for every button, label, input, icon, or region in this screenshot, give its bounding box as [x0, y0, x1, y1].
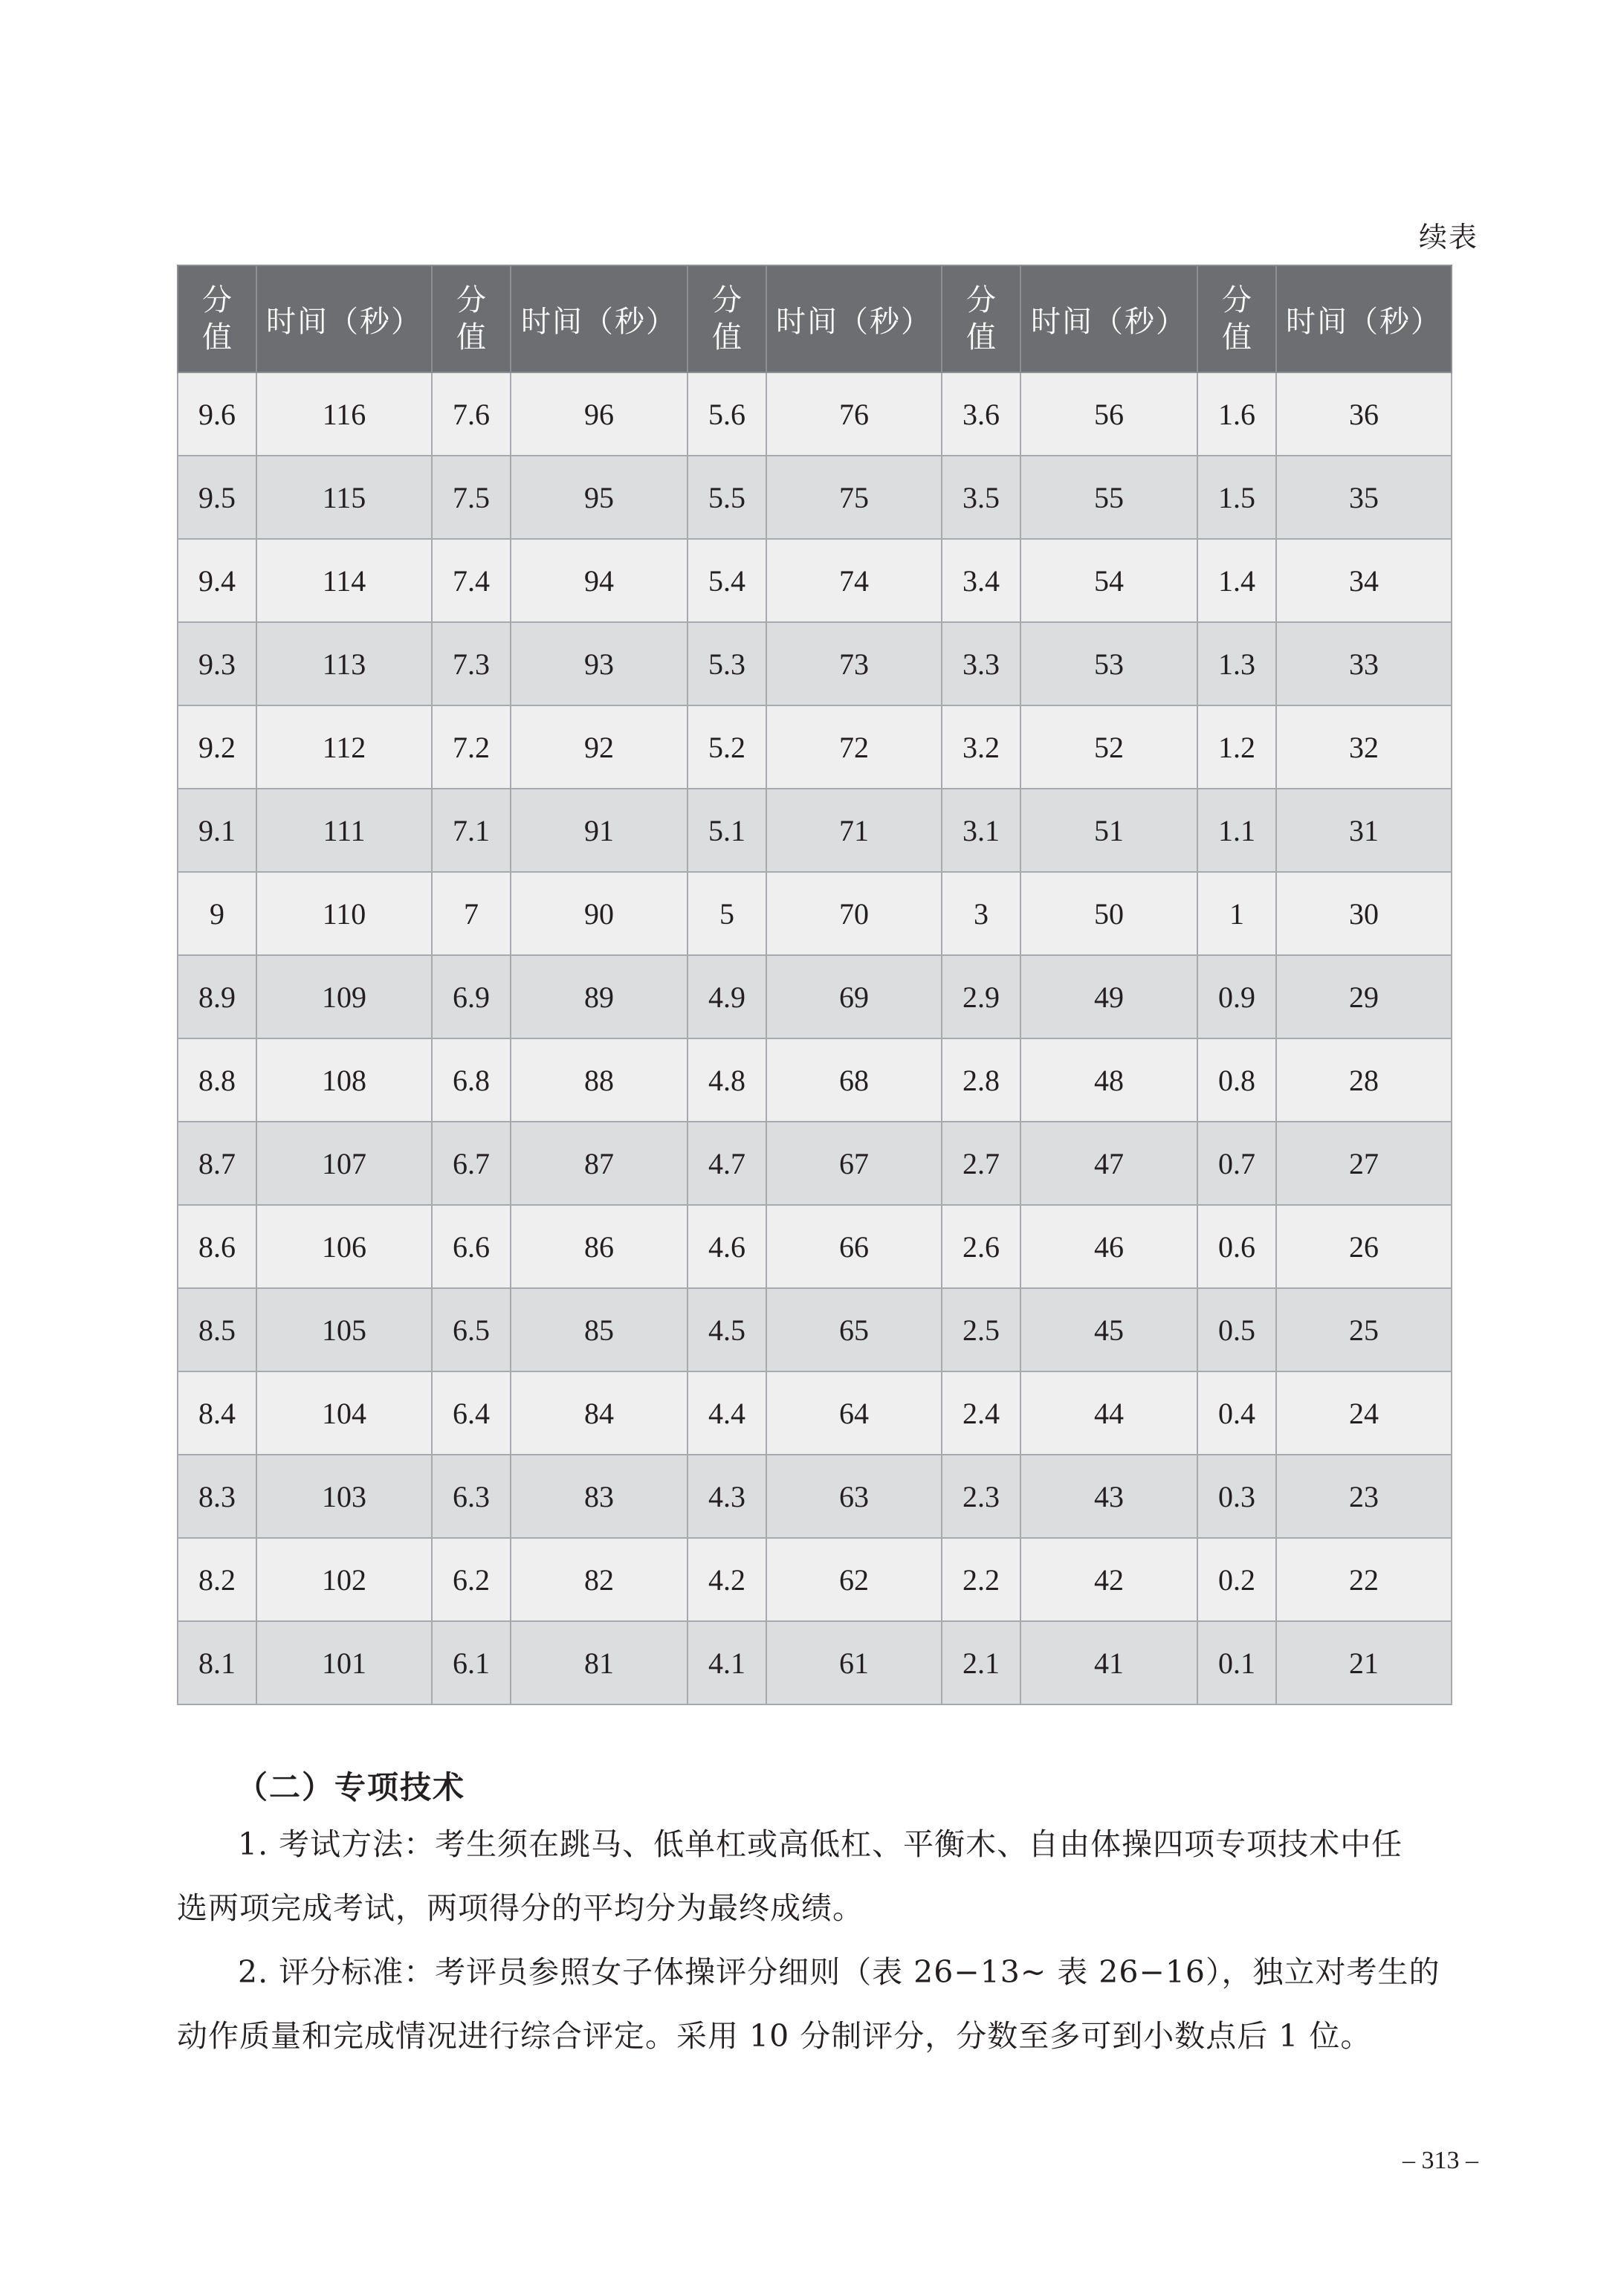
time-cell: 27	[1276, 1122, 1452, 1205]
time-cell: 43	[1020, 1455, 1197, 1538]
score-cell: 6.9	[432, 955, 511, 1038]
table-row	[178, 622, 1452, 705]
time-cell: 95	[511, 456, 688, 539]
time-cell: 30	[1276, 872, 1452, 955]
time-cell: 102	[256, 1538, 432, 1621]
score-cell: 7.1	[432, 789, 511, 872]
time-cell: 104	[256, 1371, 432, 1455]
score-cell: 1.4	[1197, 539, 1276, 622]
time-cell: 22	[1276, 1538, 1452, 1621]
time-cell: 23	[1276, 1455, 1452, 1538]
time-cell: 45	[1020, 1288, 1197, 1371]
time-cell: 44	[1020, 1371, 1197, 1455]
time-cell: 25	[1276, 1288, 1452, 1371]
table-row	[178, 1538, 1452, 1621]
score-cell: 4.7	[688, 1122, 766, 1205]
header-score: 分 值	[432, 265, 511, 372]
table-row	[178, 1455, 1452, 1538]
score-cell: 7.2	[432, 705, 511, 789]
time-cell: 65	[766, 1288, 942, 1371]
header-time: 时间（秒）	[1020, 265, 1197, 372]
score-cell: 2.6	[942, 1205, 1020, 1288]
time-cell: 85	[511, 1288, 688, 1371]
time-cell: 54	[1020, 539, 1197, 622]
time-cell: 68	[766, 1038, 942, 1122]
time-cell: 31	[1276, 789, 1452, 872]
time-cell: 53	[1020, 622, 1197, 705]
paragraph-line: 动作质量和完成情况进行综合评定。采用 10 分制评分，分数至多可到小数点后 1 位。	[177, 2018, 1372, 2054]
score-cell: 8.5	[178, 1288, 256, 1371]
score-cell: 2.1	[942, 1621, 1020, 1704]
header-time: 时间（秒）	[1276, 265, 1452, 372]
time-cell: 115	[256, 456, 432, 539]
score-cell: 8.8	[178, 1038, 256, 1122]
score-cell: 7.4	[432, 539, 511, 622]
score-cell: 2.9	[942, 955, 1020, 1038]
score-cell: 6.3	[432, 1455, 511, 1538]
score-cell: 3.3	[942, 622, 1020, 705]
time-cell: 93	[511, 622, 688, 705]
header-score: 分 值	[942, 265, 1020, 372]
table-row	[178, 372, 1452, 456]
time-cell: 114	[256, 539, 432, 622]
score-cell: 5.6	[688, 372, 766, 456]
score-cell: 7.6	[432, 372, 511, 456]
table-row	[178, 789, 1452, 872]
header-time: 时间（秒）	[511, 265, 688, 372]
time-cell: 92	[511, 705, 688, 789]
score-cell: 6.8	[432, 1038, 511, 1122]
score-cell: 4.2	[688, 1538, 766, 1621]
table-row	[178, 539, 1452, 622]
score-cell: 2.4	[942, 1371, 1020, 1455]
score-cell: 6.6	[432, 1205, 511, 1288]
time-cell: 74	[766, 539, 942, 622]
time-cell: 101	[256, 1621, 432, 1704]
time-cell: 70	[766, 872, 942, 955]
table-row	[178, 1205, 1452, 1288]
time-cell: 83	[511, 1455, 688, 1538]
score-cell: 4.6	[688, 1205, 766, 1288]
time-cell: 69	[766, 955, 942, 1038]
page-number: – 313 –	[1403, 2147, 1478, 2174]
score-cell: 6.1	[432, 1621, 511, 1704]
time-cell: 64	[766, 1371, 942, 1455]
table-row	[178, 872, 1452, 955]
score-cell: 3.4	[942, 539, 1020, 622]
table-row	[178, 1621, 1452, 1704]
score-cell: 3.1	[942, 789, 1020, 872]
time-cell: 90	[511, 872, 688, 955]
time-cell: 24	[1276, 1371, 1452, 1455]
section-heading: （二）专项技术	[236, 1769, 466, 1806]
score-cell: 4.5	[688, 1288, 766, 1371]
score-cell: 7	[432, 872, 511, 955]
score-cell: 3.2	[942, 705, 1020, 789]
time-cell: 116	[256, 372, 432, 456]
score-cell: 1.6	[1197, 372, 1276, 456]
score-cell: 2.5	[942, 1288, 1020, 1371]
time-cell: 88	[511, 1038, 688, 1122]
time-cell: 105	[256, 1288, 432, 1371]
time-cell: 21	[1276, 1621, 1452, 1704]
table-row	[178, 705, 1452, 789]
score-cell: 4.9	[688, 955, 766, 1038]
time-cell: 103	[256, 1455, 432, 1538]
score-cell: 1.5	[1197, 456, 1276, 539]
score-cell: 8.3	[178, 1455, 256, 1538]
score-cell: 0.2	[1197, 1538, 1276, 1621]
time-cell: 63	[766, 1455, 942, 1538]
time-cell: 87	[511, 1122, 688, 1205]
paragraph-exam-method	[177, 1812, 1451, 1940]
score-cell: 9.5	[178, 456, 256, 539]
score-cell: 8.4	[178, 1371, 256, 1455]
score-cell: 0.3	[1197, 1455, 1276, 1538]
score-cell: 2.3	[942, 1455, 1020, 1538]
time-cell: 82	[511, 1538, 688, 1621]
score-cell: 2.7	[942, 1122, 1020, 1205]
score-cell: 3.5	[942, 456, 1020, 539]
time-cell: 35	[1276, 456, 1452, 539]
time-cell: 29	[1276, 955, 1452, 1038]
score-cell: 2.2	[942, 1538, 1020, 1621]
score-cell: 6.5	[432, 1288, 511, 1371]
score-cell: 5.5	[688, 456, 766, 539]
table-row	[178, 1288, 1452, 1371]
time-cell: 73	[766, 622, 942, 705]
score-cell: 0.8	[1197, 1038, 1276, 1122]
time-cell: 108	[256, 1038, 432, 1122]
time-cell: 26	[1276, 1205, 1452, 1288]
score-cell: 4.4	[688, 1371, 766, 1455]
score-cell: 5.4	[688, 539, 766, 622]
score-cell: 0.6	[1197, 1205, 1276, 1288]
header-score: 分 值	[688, 265, 766, 372]
score-cell: 5.2	[688, 705, 766, 789]
score-cell: 6.4	[432, 1371, 511, 1455]
score-cell: 1.2	[1197, 705, 1276, 789]
score-cell: 1.1	[1197, 789, 1276, 872]
score-cell: 0.5	[1197, 1288, 1276, 1371]
time-cell: 28	[1276, 1038, 1452, 1122]
time-cell: 110	[256, 872, 432, 955]
time-cell: 61	[766, 1621, 942, 1704]
header-time: 时间（秒）	[766, 265, 942, 372]
time-cell: 50	[1020, 872, 1197, 955]
score-cell: 8.6	[178, 1205, 256, 1288]
time-cell: 89	[511, 955, 688, 1038]
table-row	[178, 1371, 1452, 1455]
time-cell: 72	[766, 705, 942, 789]
table-row	[178, 456, 1452, 539]
score-cell: 4.8	[688, 1038, 766, 1122]
paragraph-line: 2. 评分标准：考评员参照女子体操评分细则（表 26−13~ 表 26−16），独立对考生的	[238, 1954, 1440, 1990]
score-cell: 5.3	[688, 622, 766, 705]
time-cell: 49	[1020, 955, 1197, 1038]
time-cell: 113	[256, 622, 432, 705]
time-cell: 75	[766, 456, 942, 539]
score-cell: 1	[1197, 872, 1276, 955]
time-cell: 71	[766, 789, 942, 872]
score-cell: 8.7	[178, 1122, 256, 1205]
time-cell: 51	[1020, 789, 1197, 872]
paragraph-scoring-standard	[177, 1940, 1451, 2068]
time-cell: 47	[1020, 1122, 1197, 1205]
score-cell: 0.1	[1197, 1621, 1276, 1704]
time-cell: 94	[511, 539, 688, 622]
score-cell: 8.9	[178, 955, 256, 1038]
time-cell: 96	[511, 372, 688, 456]
score-cell: 9.4	[178, 539, 256, 622]
time-cell: 41	[1020, 1621, 1197, 1704]
score-cell: 9.2	[178, 705, 256, 789]
time-cell: 36	[1276, 372, 1452, 456]
time-cell: 86	[511, 1205, 688, 1288]
time-cell: 62	[766, 1538, 942, 1621]
time-cell: 91	[511, 789, 688, 872]
table-row	[178, 1038, 1452, 1122]
score-cell: 7.3	[432, 622, 511, 705]
time-cell: 109	[256, 955, 432, 1038]
paragraph-line: 1. 考试方法：考生须在跳马、低单杠或高低杠、平衡木、自由体操四项专项技术中任	[238, 1826, 1403, 1862]
score-cell: 9.6	[178, 372, 256, 456]
time-cell: 67	[766, 1122, 942, 1205]
time-cell: 48	[1020, 1038, 1197, 1122]
score-cell: 9	[178, 872, 256, 955]
score-cell: 8.1	[178, 1621, 256, 1704]
time-cell: 34	[1276, 539, 1452, 622]
time-cell: 42	[1020, 1538, 1197, 1621]
score-cell: 4.1	[688, 1621, 766, 1704]
score-cell: 3	[942, 872, 1020, 955]
score-cell: 8.2	[178, 1538, 256, 1621]
table-body	[178, 372, 1452, 1704]
score-cell: 6.2	[432, 1538, 511, 1621]
time-cell: 106	[256, 1205, 432, 1288]
score-cell: 0.9	[1197, 955, 1276, 1038]
score-cell: 5	[688, 872, 766, 955]
time-cell: 33	[1276, 622, 1452, 705]
time-cell: 84	[511, 1371, 688, 1455]
score-cell: 2.8	[942, 1038, 1020, 1122]
score-cell: 5.1	[688, 789, 766, 872]
time-cell: 112	[256, 705, 432, 789]
time-cell: 111	[256, 789, 432, 872]
header-score: 分 值	[178, 265, 256, 372]
header-time: 时间（秒）	[256, 265, 432, 372]
score-cell: 3.6	[942, 372, 1020, 456]
score-cell: 0.7	[1197, 1122, 1276, 1205]
time-cell: 81	[511, 1621, 688, 1704]
time-cell: 32	[1276, 705, 1452, 789]
header-score: 分 值	[1197, 265, 1276, 372]
score-cell: 7.5	[432, 456, 511, 539]
score-cell: 4.3	[688, 1455, 766, 1538]
time-cell: 56	[1020, 372, 1197, 456]
score-time-table	[177, 265, 1452, 1705]
score-cell: 1.3	[1197, 622, 1276, 705]
time-cell: 107	[256, 1122, 432, 1205]
score-cell: 9.1	[178, 789, 256, 872]
time-cell: 76	[766, 372, 942, 456]
table-row	[178, 1122, 1452, 1205]
time-cell: 52	[1020, 705, 1197, 789]
table-row	[178, 955, 1452, 1038]
time-cell: 66	[766, 1205, 942, 1288]
continued-table-label: 续表	[1418, 222, 1478, 253]
time-cell: 55	[1020, 456, 1197, 539]
score-cell: 0.4	[1197, 1371, 1276, 1455]
table-header-row	[178, 265, 1452, 372]
time-cell: 46	[1020, 1205, 1197, 1288]
paragraph-line: 选两项完成考试，两项得分的平均分为最终成绩。	[177, 1890, 864, 1926]
score-cell: 6.7	[432, 1122, 511, 1205]
score-cell: 9.3	[178, 622, 256, 705]
